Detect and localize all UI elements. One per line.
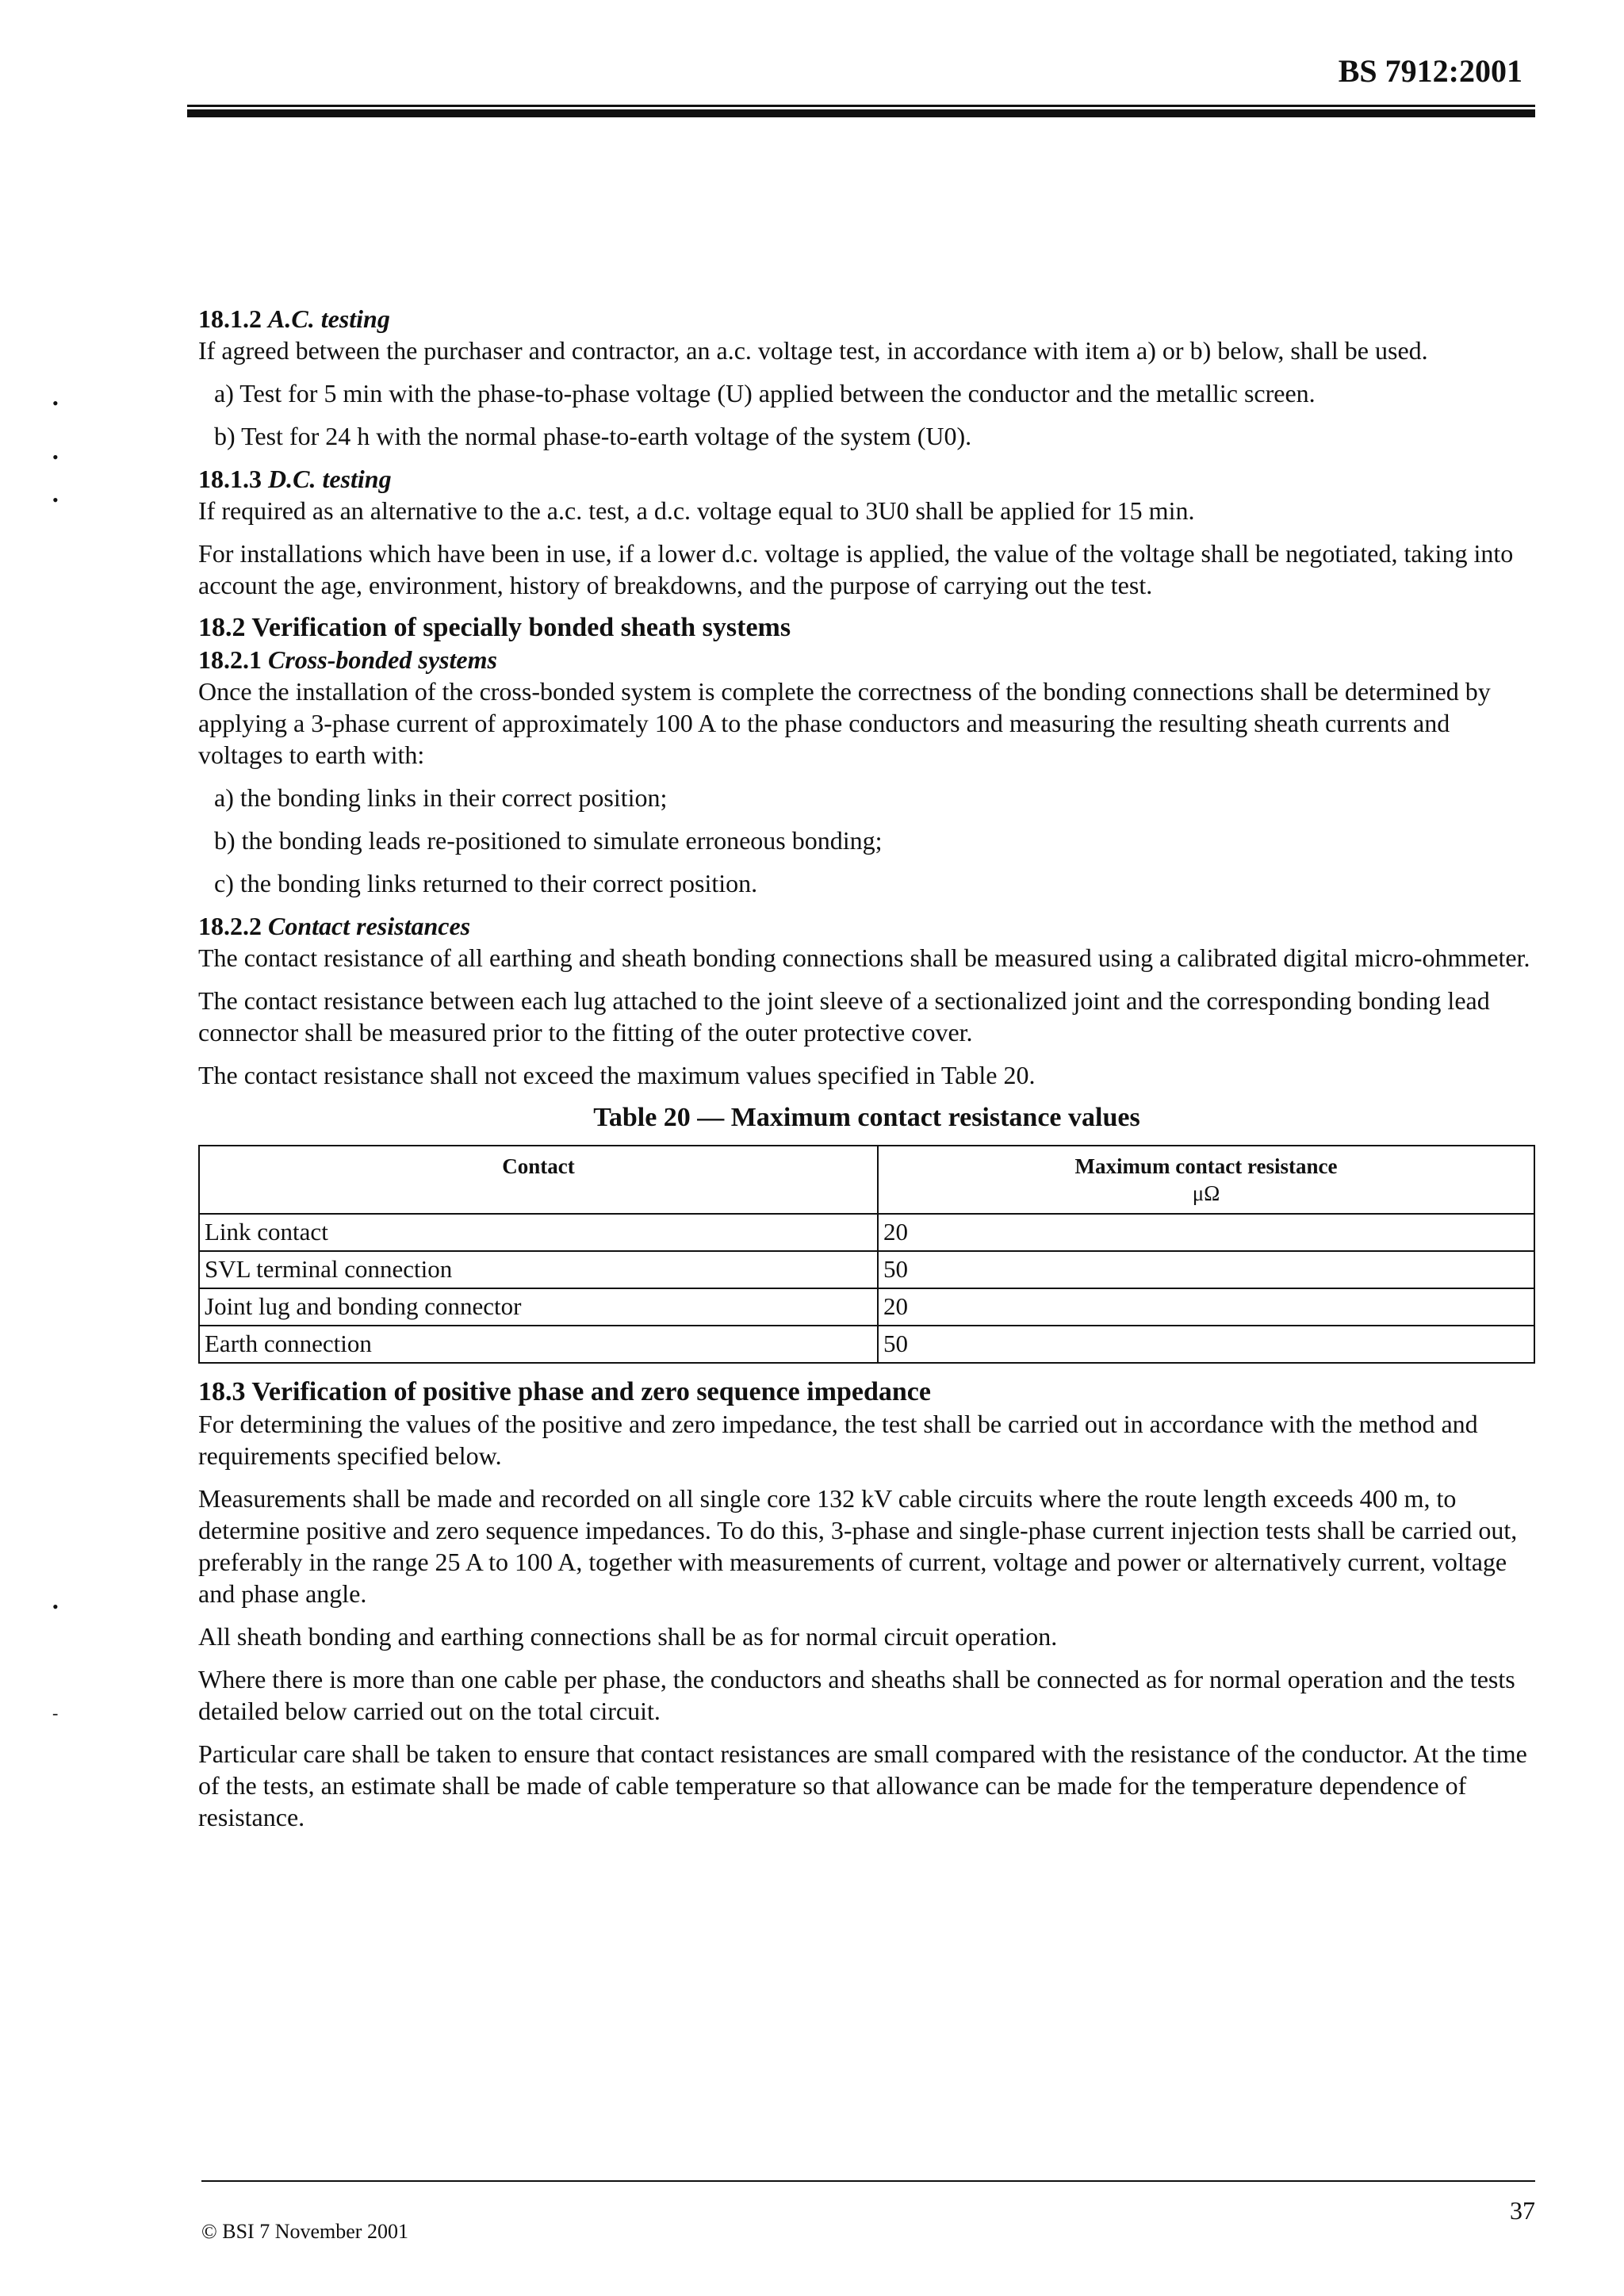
header-rule-thick	[187, 109, 1535, 117]
list-item: b) the bonding leads re-positioned to simulate erroneous bonding;	[214, 826, 883, 855]
table-cell-value: 20	[878, 1214, 1534, 1251]
table-header-row	[199, 1146, 1534, 1214]
table-cell-contact: Joint lug and bonding connector	[199, 1288, 878, 1326]
paragraph: If required as an alternative to the a.c. test, a d.c. voltage equal to 3U0 shall be applied for 15 min.	[198, 496, 1195, 525]
table-cell-value: 20	[878, 1288, 1534, 1326]
footer-rule	[201, 2180, 1535, 2182]
document-code: BS 7912:2001	[1338, 53, 1522, 89]
table-row	[199, 1251, 1534, 1288]
table-cell-contact: Earth connection	[199, 1326, 878, 1363]
section-heading-18-3: 18.3 Verification of positive phase and zero sequence impedance	[198, 1377, 931, 1406]
table-cell-contact: Link contact	[199, 1214, 878, 1251]
table-cell-contact: SVL terminal connection	[199, 1251, 878, 1288]
paragraph: Measurements shall be made and recorded on all single core 132 kV cable circuits where the route length exceeds 400 m, to determine positive and zero sequence impedances. To do this, 3-phase and single-phase current injection tests shall be carried out, preferably in the range 25 A to 100 A, together with measurements of current, voltage and power or alternatively current, voltage and phase angle.	[198, 1484, 1518, 1608]
paragraph: For installations which have been in use, if a lower d.c. voltage is applied, the value of the voltage shall be negotiated, taking into account the age, environment, history of breakdowns, and the purpose of carrying out the test.	[198, 539, 1514, 599]
table-cell-value: 50	[878, 1251, 1534, 1288]
paragraph: For determining the values of the positive and zero impedance, the test shall be carried out in accordance with the method and requirements specified below.	[198, 1410, 1478, 1470]
contact-resistance-table	[198, 1145, 1535, 1364]
page-number: 37	[1510, 2196, 1535, 2225]
list-item: a) the bonding links in their correct position;	[214, 783, 668, 812]
paragraph: The contact resistance of all earthing and sheath bonding connections shall be measured using a calibrated digital micro-ohmmeter.	[198, 943, 1530, 972]
section-heading-18-2-1: 18.2.1 Cross-bonded systems	[198, 645, 497, 674]
table-title: Table 20 — Maximum contact resistance values	[593, 1103, 1140, 1132]
paragraph: The contact resistance shall not exceed the maximum values specified in Table 20.	[198, 1061, 1036, 1089]
column-header-contact: Contact	[199, 1146, 878, 1214]
margin-mark: •	[52, 393, 59, 413]
table-row	[199, 1326, 1534, 1363]
list-item: b) Test for 24 h with the normal phase-to-earth voltage of the system (U0).	[214, 422, 972, 450]
list-item: c) the bonding links returned to their correct position.	[214, 869, 758, 897]
column-header-max-resistance	[878, 1146, 1534, 1214]
paragraph: The contact resistance between each lug attached to the joint sleeve of a sectionalized joint and the corresponding bonding lead connector shall be measured prior to the fitting of the outer protective cover.	[198, 986, 1490, 1047]
table-row	[199, 1288, 1534, 1326]
list-item: a) Test for 5 min with the phase-to-phase voltage (U) applied between the conductor and the metallic screen.	[214, 379, 1316, 408]
paragraph: If agreed between the purchaser and contractor, an a.c. voltage test, in accordance with item a) or b) below, shall be used.	[198, 336, 1428, 365]
margin-mark: •	[52, 447, 59, 467]
page-content	[198, 303, 1535, 1844]
paragraph: All sheath bonding and earthing connections shall be as for normal circuit operation.	[198, 1622, 1058, 1651]
footer-copyright: © BSI 7 November 2001	[201, 2220, 408, 2243]
column-header-label: Maximum contact resistance	[1074, 1154, 1338, 1178]
table-row	[199, 1214, 1534, 1251]
paragraph: Particular care shall be taken to ensure that contact resistances are small compared with the resistance of the conductor. At the time of the tests, an estimate shall be made of cable temperature so that allowance can be made for the temperature dependence of resistance.	[198, 1739, 1527, 1831]
section-heading-18-2-2: 18.2.2 Contact resistances	[198, 912, 471, 940]
header-rule-thin	[187, 105, 1535, 107]
table-cell-value: 50	[878, 1326, 1534, 1363]
paragraph: Once the installation of the cross-bonded system is complete the correctness of the bonding connections shall be determined by applying a 3-phase current of approximately 100 A to the phase conductors and measuring the resulting sheath currents and voltages to earth with:	[198, 677, 1491, 769]
column-header-unit: μΩ	[1192, 1181, 1220, 1205]
margin-mark: -	[52, 1703, 59, 1723]
margin-mark: •	[52, 1597, 59, 1617]
section-heading-18-2: 18.2 Verification of specially bonded sheath systems	[198, 613, 791, 642]
section-heading-18-1-3: 18.1.3 D.C. testing	[198, 465, 392, 493]
section-heading-18-1-2: 18.1.2 A.C. testing	[198, 304, 390, 333]
paragraph: Where there is more than one cable per phase, the conductors and sheaths shall be connected as for normal operation and the tests detailed below carried out on the total circuit.	[198, 1665, 1515, 1725]
margin-mark: •	[52, 490, 59, 510]
